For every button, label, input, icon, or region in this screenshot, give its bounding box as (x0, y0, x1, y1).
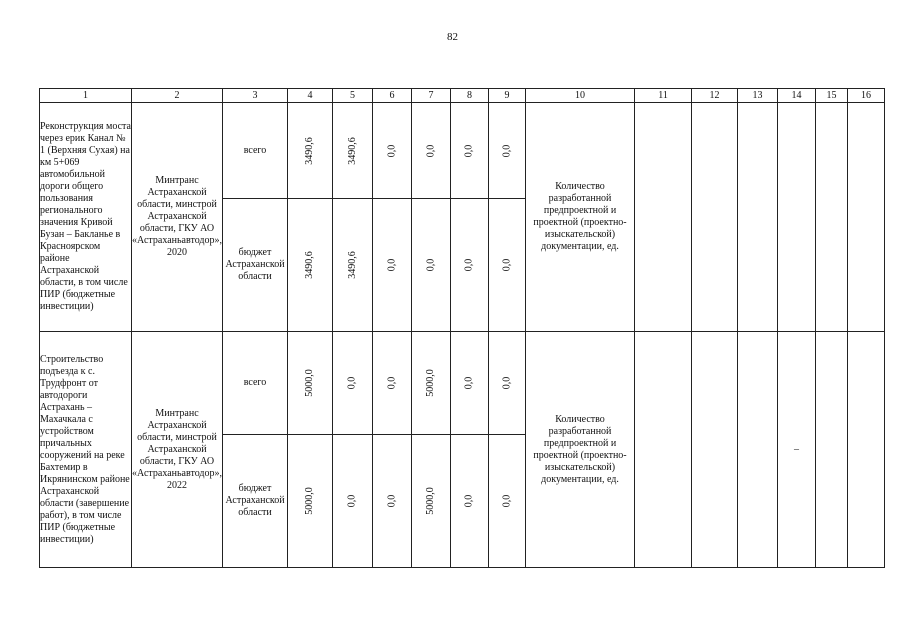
value-cell (288, 103, 333, 199)
empty-cell (738, 332, 778, 568)
empty-cell (692, 332, 738, 568)
column-header: 14 (778, 89, 816, 103)
empty-cell (635, 332, 692, 568)
value-text: 0,0 (386, 376, 398, 390)
value-text: 3490,6 (304, 251, 316, 279)
value-cell (288, 199, 333, 332)
value-cell (288, 435, 333, 568)
indicator-cell: Количество разработанной предпроектной и проектной (проектно-изыскательской) документации, ед. (526, 103, 635, 332)
value-text: 0,0 (463, 258, 475, 272)
value-cell (451, 103, 489, 199)
value-cell (333, 199, 373, 332)
column-header: 2 (132, 89, 223, 103)
budget-table (39, 88, 885, 568)
value-text: 3490,6 (346, 136, 358, 165)
column-header: 12 (692, 89, 738, 103)
table-row (40, 103, 885, 199)
page-number: 82 (447, 31, 458, 43)
value-cell (412, 103, 451, 199)
empty-cell (738, 103, 778, 332)
value-text: 0,0 (463, 494, 475, 508)
funding-source: всего (223, 332, 288, 435)
value-cell (373, 435, 412, 568)
value-cell (373, 103, 412, 199)
value-text: 3490,6 (304, 136, 316, 165)
value-cell (333, 435, 373, 568)
value-cell (451, 332, 489, 435)
value-cell (489, 103, 526, 199)
project-name: Реконструкция моста через ерик Канал № 1 (Верхняя Сухая) на км 5+069 автомобильной дороги общего пользования регионального значения Кривой Бузан – Бакланье в Красноярском районе Астраханской области, в том числе ПИР (бюджетные инвестиции) (40, 103, 132, 332)
value-text: 3490,6 (346, 251, 358, 279)
value-text: 0,0 (346, 494, 358, 508)
empty-cell (635, 103, 692, 332)
value-text: 0,0 (386, 258, 398, 272)
column-header: 16 (848, 89, 885, 103)
value-text: 5000,0 (304, 369, 316, 397)
column-header: 11 (635, 89, 692, 103)
value-cell (451, 435, 489, 568)
empty-cell (816, 103, 848, 332)
column-header: 7 (412, 89, 451, 103)
value-text: 0,0 (501, 376, 513, 390)
column-header: 6 (373, 89, 412, 103)
column-header: 13 (738, 89, 778, 103)
value-text: 0,0 (463, 144, 475, 157)
value-cell (288, 332, 333, 435)
column-header: 10 (526, 89, 635, 103)
value-text: 0,0 (386, 494, 398, 508)
value-text: 5000,0 (304, 487, 316, 515)
column-header: 1 (40, 89, 132, 103)
empty-cell (848, 103, 885, 332)
project-executor: Минтранс Астраханской области, минстрой Астраханской области, ГКУ АО «Астраханьавтодор», 2022 (132, 332, 223, 568)
value-text: 0,0 (386, 144, 398, 157)
value-cell (489, 199, 526, 332)
value-cell (412, 199, 451, 332)
value-text: 0,0 (425, 258, 437, 272)
funding-source: всего (223, 103, 288, 199)
value-cell (489, 332, 526, 435)
column-header: 9 (489, 89, 526, 103)
funding-source: бюджет Астраханской области (223, 435, 288, 568)
value-cell (451, 199, 489, 332)
column-header: 3 (223, 89, 288, 103)
column-header: 15 (816, 89, 848, 103)
empty-cell (692, 103, 738, 332)
value-text: 0,0 (501, 258, 513, 272)
project-executor: Минтранс Астраханской области, минстрой Астраханской области, ГКУ АО «Астраханьавтодор», 2020 (132, 103, 223, 332)
value-cell (489, 435, 526, 568)
value-cell (333, 332, 373, 435)
funding-source: бюджет Астраханской области (223, 199, 288, 332)
header-row (40, 89, 885, 103)
indicator-cell: Количество разработанной предпроектной и проектной (проектно-изыскательской) документации, ед. (526, 332, 635, 568)
project-name: Строительство подъезда к с. Трудфронт от автодороги Астрахань – Махачкала с устройством причальных сооружений на реке Бахтемир в Икрянинском районе Астраханской области (завершение работ), в том числе ПИР (бюджетные инвестиции) (40, 332, 132, 568)
value-text: 0,0 (346, 376, 358, 390)
value-cell (373, 332, 412, 435)
value-text: 0,0 (501, 494, 513, 508)
value-text: 5000,0 (425, 487, 437, 515)
column-header: 5 (333, 89, 373, 103)
value-cell (373, 199, 412, 332)
value-text: 0,0 (501, 144, 513, 157)
value-text: 0,0 (425, 144, 437, 157)
value-cell (333, 103, 373, 199)
value-cell (412, 435, 451, 568)
col14-cell (778, 103, 816, 332)
column-header: 4 (288, 89, 333, 103)
value-text: 0,0 (463, 376, 475, 390)
value-cell (412, 332, 451, 435)
empty-cell (848, 332, 885, 568)
value-text: 5000,0 (425, 369, 437, 397)
col14-cell: – (778, 332, 816, 568)
table-row (40, 332, 885, 435)
column-header: 8 (451, 89, 489, 103)
empty-cell (816, 332, 848, 568)
